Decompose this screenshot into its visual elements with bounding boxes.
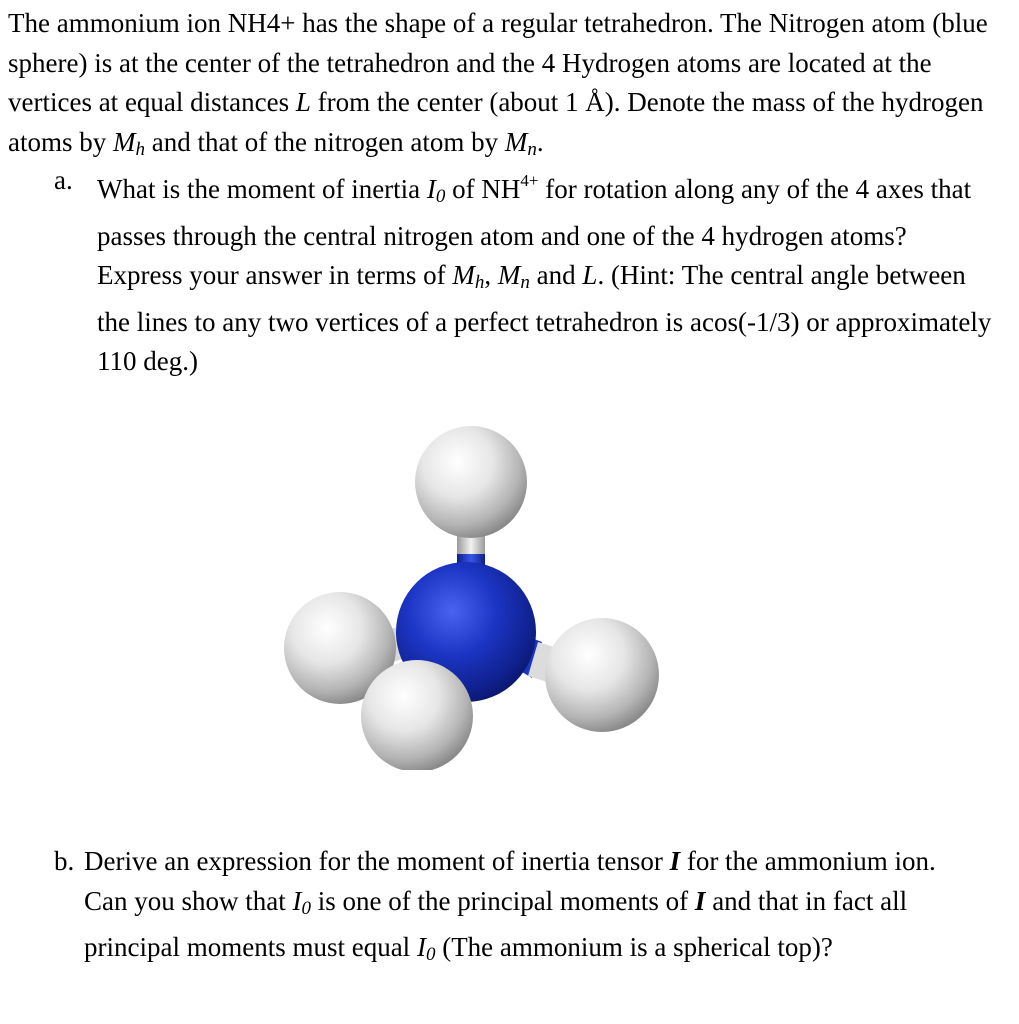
distance-symbol-L: L [582,260,598,290]
charge-superscript: 4+ [520,171,539,190]
mass-symbol-hydrogen: $M_h$ [452,260,485,293]
hydrogen-atom-top [415,426,527,538]
moment-symbol-I0: $I_0$ [426,174,446,207]
question-a-text: What is the moment of inertia $I_0$ of $NH^{4+}$ for rotation along any of the 4 axes that passes through the central nitrogen atom and one of the 4 hydrogen atoms? Express your answer in terms of $M_h$, $M_n$ and L. (Hint: The central angle between the lines to any two vertices of a perfect tetrahedron is acos(-1/3) or approximately 110 deg.) [97,171,992,376]
question-b-text: Derive an expression for the moment of inertia tensor I for the ammonium ion. Can you show that $I_0$ is one of the principal moments of I and that in fact all principal moments must equal $I_0$ (The ammonium is a spherical top)? [84,846,936,965]
mass-symbol-hydrogen: $M_h$ [113,126,145,160]
mass-symbol-nitrogen: $M_n$ [497,260,530,293]
hydrogen-atom-front [361,660,473,770]
intro-text-3: and that of the nitrogen atom by [145,126,505,157]
distance-symbol-L: L [295,87,311,117]
problem-intro-paragraph [8,4,1008,169]
hydrogen-atom-right [545,618,659,732]
intro-text-2: from the center (about 1 Å). Denote the mass of the hydrogen atoms by [8,87,984,157]
ammonium-molecule-illustration [270,420,670,770]
inertia-tensor-symbol: I [669,846,681,876]
question-b-marker: b. [54,846,75,876]
moment-symbol-I0: $I_0$ [416,932,436,965]
intro-text-1: The ammonium ion NH4+ has the shape of a regular tetrahedron. The Nitrogen atom (blue sphere) is at the center of the tetrahedron and the 4 Hydrogen atoms are located at the vertices at equal distances [8,8,988,117]
mass-symbol-nitrogen: $M_n$ [504,126,537,160]
intro-text-4: . [536,126,544,157]
question-a-marker: a. [54,165,73,195]
moment-symbol-I0: $I_0$ [292,885,311,919]
inertia-tensor-symbol: I [694,885,706,916]
